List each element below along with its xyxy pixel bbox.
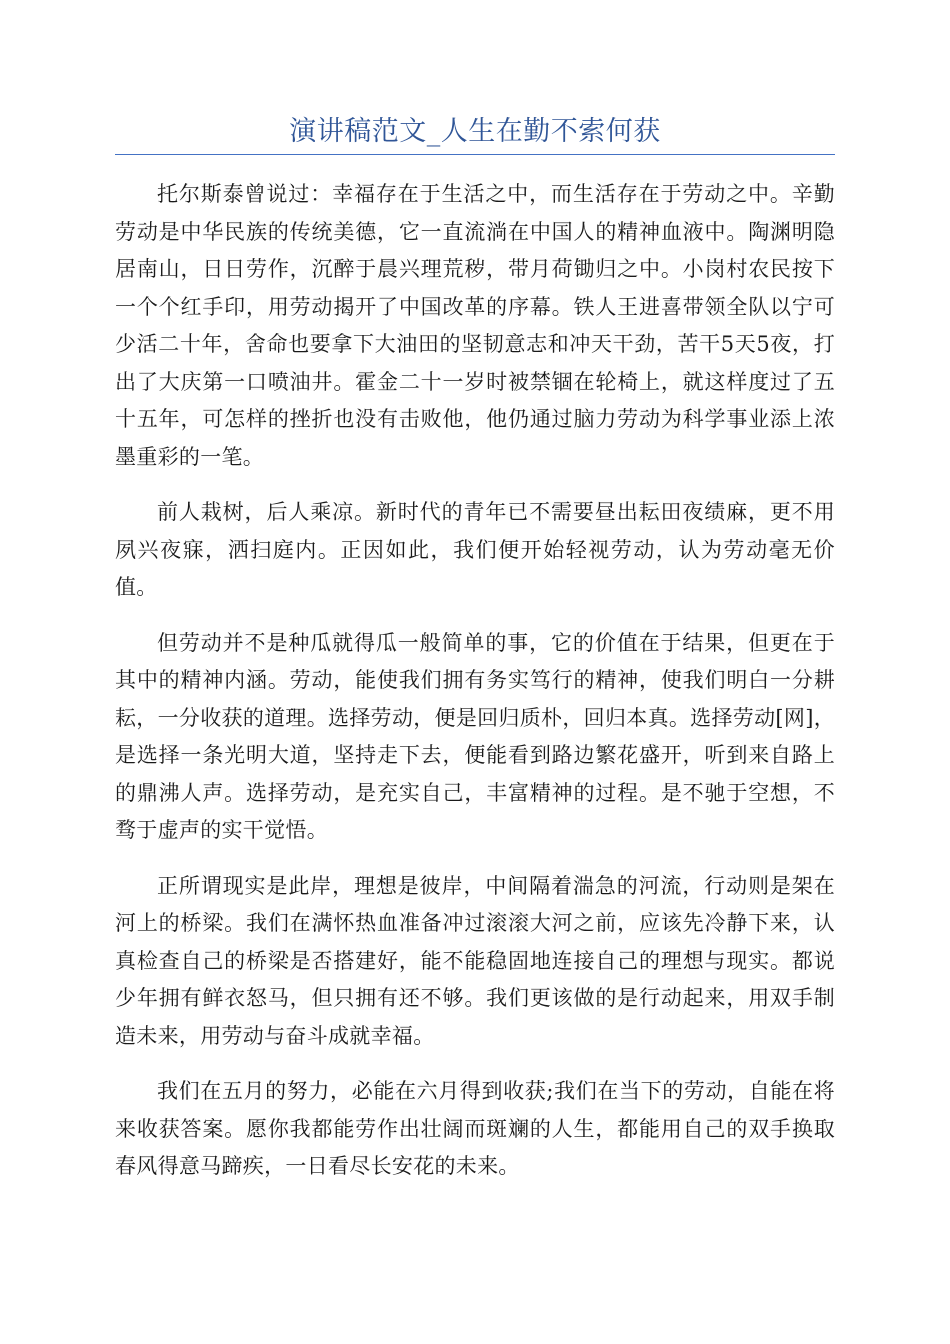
paragraph-5: 我们在五月的努力，必能在六月得到收获;我们在当下的劳动，自能在将来收获答案。愿你我都能劳作出壮阔而斑斓的人生，都能用自己的双手换取春风得意马蹄疾，一日看尽长安花的未来。 [115, 1079, 835, 1178]
paragraph-2: 前人栽树，后人乘凉。新时代的青年已不需要昼出耘田夜绩麻，更不用夙兴夜寐，洒扫庭内。正因如此，我们便开始轻视劳动，认为劳动毫无价值。 [115, 500, 835, 599]
paragraph-3: 但劳动并不是种瓜就得瓜一般简单的事，它的价值在于结果，但更在于其中的精神内涵。劳动，能使我们拥有务实笃行的精神，使我们明白一分耕耘，一分收获的道理。选择劳动，便是回归质朴，回归本真。选择劳动[网]，是选择一条光明大道，坚持走下去，便能看到路边繁花盛开，听到来自路上的鼎沸人声。选择劳动，是充实自己，丰富精神的过程。是不驰于空想，不骛于虚声的实干觉悟。 [115, 630, 835, 842]
paragraph-1: 托尔斯泰曾说过：幸福存在于生活之中，而生活存在于劳动之中。辛勤劳动是中华民族的传统美德，它一直流淌在中国人的精神血液中。陶渊明隐居南山，日日劳作，沉醉于晨兴理荒秽，带月荷锄归之中。小岗村农民按下一个个红手印，用劳动揭开了中国改革的序幕。铁人王进喜带领全队以宁可少活二十年，舍命也要拿下大油田的坚韧意志和冲天干劲，苦干5天5夜，打出了大庆第一口喷油井。霍金二十一岁时被禁锢在轮椅上，就这样度过了五十五年，可怎样的挫折也没有击败他，他仍通过脑力劳动为科学事业添上浓墨重彩的一笔。 [115, 182, 835, 469]
paragraph-4: 正所谓现实是此岸，理想是彼岸，中间隔着湍急的河流，行动则是架在河上的桥梁。我们在满怀热血准备冲过滚滚大河之前，应该先冷静下来，认真检查自己的桥梁是否搭建好，能不能稳固地连接自己的理想与现实。都说少年拥有鲜衣怒马，但只拥有还不够。我们更该做的是行动起来，用双手制造未来，用劳动与奋斗成就幸福。 [115, 873, 835, 1048]
title-underline [115, 154, 835, 155]
document-body [115, 176, 835, 1204]
document-title: 演讲稿范文_人生在勤不索何获 [289, 116, 661, 147]
